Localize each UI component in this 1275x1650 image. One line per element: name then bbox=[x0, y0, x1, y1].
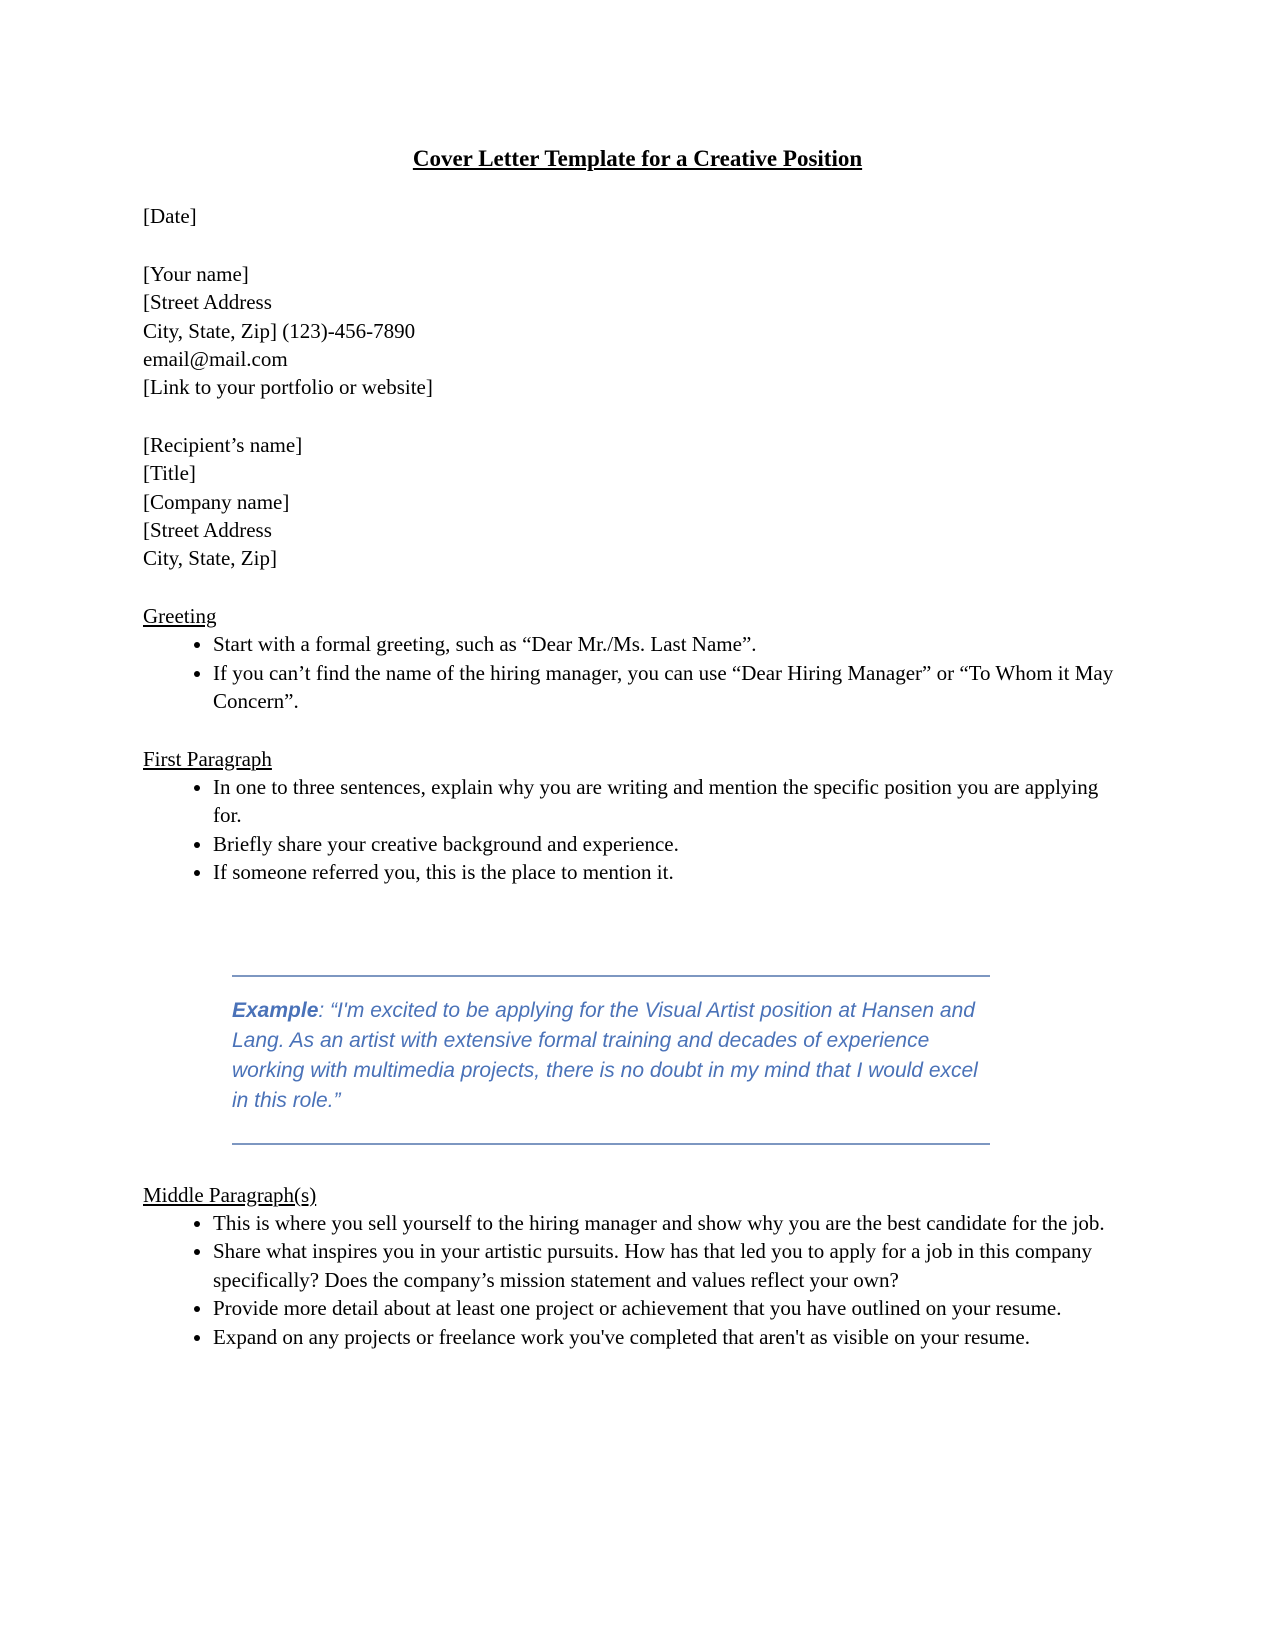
sender-address-block bbox=[143, 260, 1132, 402]
first-paragraph-heading: First Paragraph bbox=[143, 746, 272, 771]
date-block bbox=[143, 202, 1132, 230]
list-item: • If you can’t find the name of the hiring manager, you can use “Dear Hiring Manager” or “To Whom it May Concern”. bbox=[213, 659, 1132, 716]
sender-city-phone-line: City, State, Zip] (123)-456-7890 bbox=[143, 318, 416, 343]
list-item: • If someone referred you, this is the place to mention it. bbox=[213, 858, 1132, 886]
list-item: • Share what inspires you in your artistic pursuits. How has that led you to apply for a job in this company specifically? Does the company’s mission statement and values reflect your own? bbox=[213, 1237, 1132, 1294]
example-quote-text: : “I'm excited to be applying for the Visual Artist position at Hansen and Lang. As an artist with extensive formal training and decades of experience working with multimedia projects, there is no doubt in my mind that I would excel in this role.” bbox=[232, 998, 978, 1112]
date-line: [Date] bbox=[143, 204, 197, 229]
example-paragraph bbox=[232, 996, 990, 1116]
first-paragraph-bullet-list bbox=[143, 773, 1132, 887]
recipient-company-line: [Company name] bbox=[143, 489, 290, 514]
greeting-bullet-list bbox=[143, 630, 1132, 715]
list-item: • In one to three sentences, explain why you are writing and mention the specific position you are applying for. bbox=[213, 773, 1132, 830]
section-middle-paragraphs bbox=[143, 1181, 1132, 1351]
recipient-name-line: [Recipient’s name] bbox=[143, 432, 303, 457]
sender-street-line: [Street Address bbox=[143, 290, 272, 315]
sender-portfolio-line: [Link to your portfolio or website] bbox=[143, 375, 433, 400]
page-title: Cover Letter Template for a Creative Position bbox=[412, 146, 863, 171]
recipient-address-block bbox=[143, 431, 1132, 573]
greeting-heading: Greeting bbox=[143, 603, 217, 628]
middle-paragraphs-heading: Middle Paragraph(s) bbox=[143, 1182, 317, 1207]
recipient-title-line: [Title] bbox=[143, 461, 196, 486]
section-first-paragraph bbox=[143, 745, 1132, 887]
example-callout bbox=[232, 975, 990, 1145]
sender-email-line: email@mail.com bbox=[143, 347, 288, 372]
middle-paragraphs-bullet-list bbox=[143, 1209, 1132, 1351]
list-item: • Start with a formal greeting, such as “Dear Mr./Ms. Last Name”. bbox=[213, 630, 1132, 658]
section-greeting bbox=[143, 602, 1132, 716]
list-item: • Expand on any projects or freelance work you've completed that aren't as visible on your resume. bbox=[213, 1323, 1132, 1351]
list-item: • This is where you sell yourself to the hiring manager and show why you are the best candidate for the job. bbox=[213, 1209, 1132, 1237]
example-label: Example bbox=[232, 998, 319, 1022]
list-item: • Provide more detail about at least one project or achievement that you have outlined on your resume. bbox=[213, 1294, 1132, 1322]
recipient-street-line: [Street Address bbox=[143, 518, 272, 543]
sender-name-line: [Your name] bbox=[143, 261, 249, 286]
recipient-city-line: City, State, Zip] bbox=[143, 546, 277, 571]
list-item: • Briefly share your creative background and experience. bbox=[213, 830, 1132, 858]
